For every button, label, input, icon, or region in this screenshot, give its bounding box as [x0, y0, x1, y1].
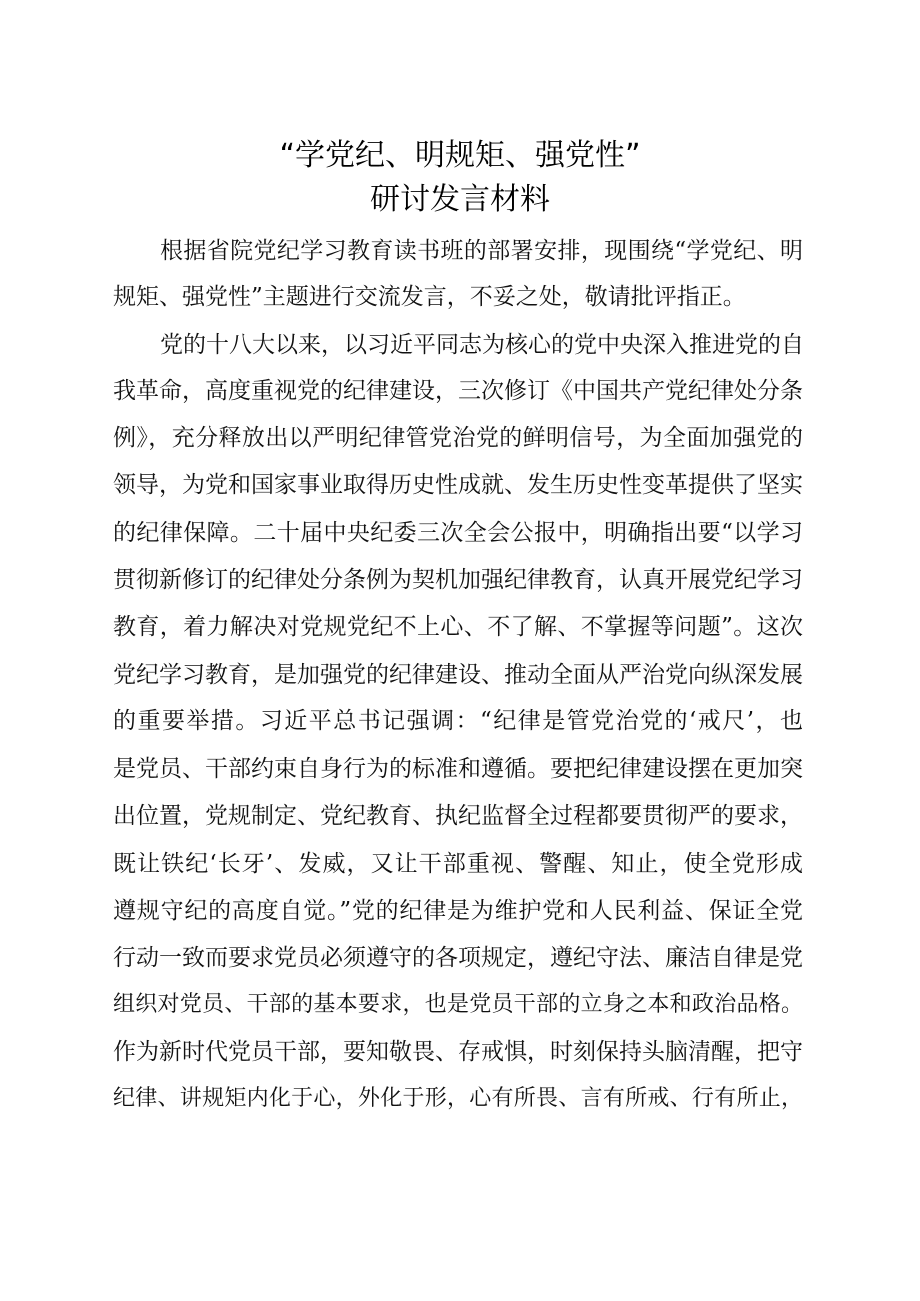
- paragraph-2-line-16: 作为新时代党员干部，要知敬畏、存戒惧，时刻保持头脑清醒，把守: [113, 1039, 803, 1065]
- paragraph-1-line-1: 根据省院党纪学习教育读书班的部署安排，现围绕“学党纪、明: [160, 238, 803, 264]
- document-title-line-1: “学党纪、明规矩、强党性”: [279, 138, 641, 173]
- paragraph-2-line-15: 组织对党员、干部的基本要求，也是党员干部的立身之本和政治品格。: [113, 992, 803, 1017]
- paragraph-2-line-10: 是党员、干部约束自身行为的标准和遵循。要把纪律建设摆在更加突: [113, 756, 803, 782]
- paragraph-2-line-12: 既让铁纪‘长牙’、发威，又让干部重视、警醒、知止，使全党形成: [113, 851, 803, 877]
- paragraph-2-line-13: 遵规守纪的高度自觉。”党的纪律是为维护党和人民利益、保证全党: [113, 898, 803, 924]
- paragraph-2-line-5: 的纪律保障。二十届中央纪委三次全会公报中，明确指出要“以学习: [113, 520, 803, 546]
- paragraph-2-line-11: 出位置，党规制定、党纪教育、执纪监督全过程都要贯彻严的要求，: [113, 803, 803, 829]
- paragraph-2-line-4: 领导，为党和国家事业取得历史性成就、发生历史性变革提供了坚实: [113, 472, 803, 498]
- paragraph-2-line-8: 党纪学习教育，是加强党的纪律建设、推动全面从严治党向纵深发展: [113, 662, 803, 688]
- paragraph-2-line-6: 贯彻新修订的纪律处分条例为契机加强纪律教育，认真开展党纪学习: [113, 567, 803, 593]
- paragraph-2-line-7: 教育，着力解决对党规党纪不上心、不了解、不掌握等问题”。这次: [113, 614, 803, 640]
- paragraph-1-line-2: 规矩、强党性”主题进行交流发言，不妥之处，敬请批评指正。: [113, 284, 746, 310]
- paragraph-2-line-9: 的重要举措。习近平总书记强调：“纪律是管党治党的‘戒尺’，也: [113, 708, 803, 734]
- document-title-line-2: 研讨发言材料: [370, 182, 550, 217]
- paragraph-2-line-17: 纪律、讲规矩内化于心，外化于形，心有所畏、言有所戒、行有所止，: [113, 1086, 803, 1111]
- paragraph-2-line-14: 行动一致而要求党员必须遵守的各项规定，遵纪守法、廉洁自律是党: [113, 945, 803, 971]
- paragraph-2-line-1: 党的十八大以来，以习近平同志为核心的党中央深入推进党的自: [160, 332, 804, 358]
- paragraph-2-line-2: 我革命，高度重视党的纪律建设，三次修订《中国共产党纪律处分条: [113, 378, 803, 404]
- paragraph-2-line-3: 例》，充分释放出以严明纪律管党治党的鲜明信号，为全面加强党的: [113, 425, 803, 451]
